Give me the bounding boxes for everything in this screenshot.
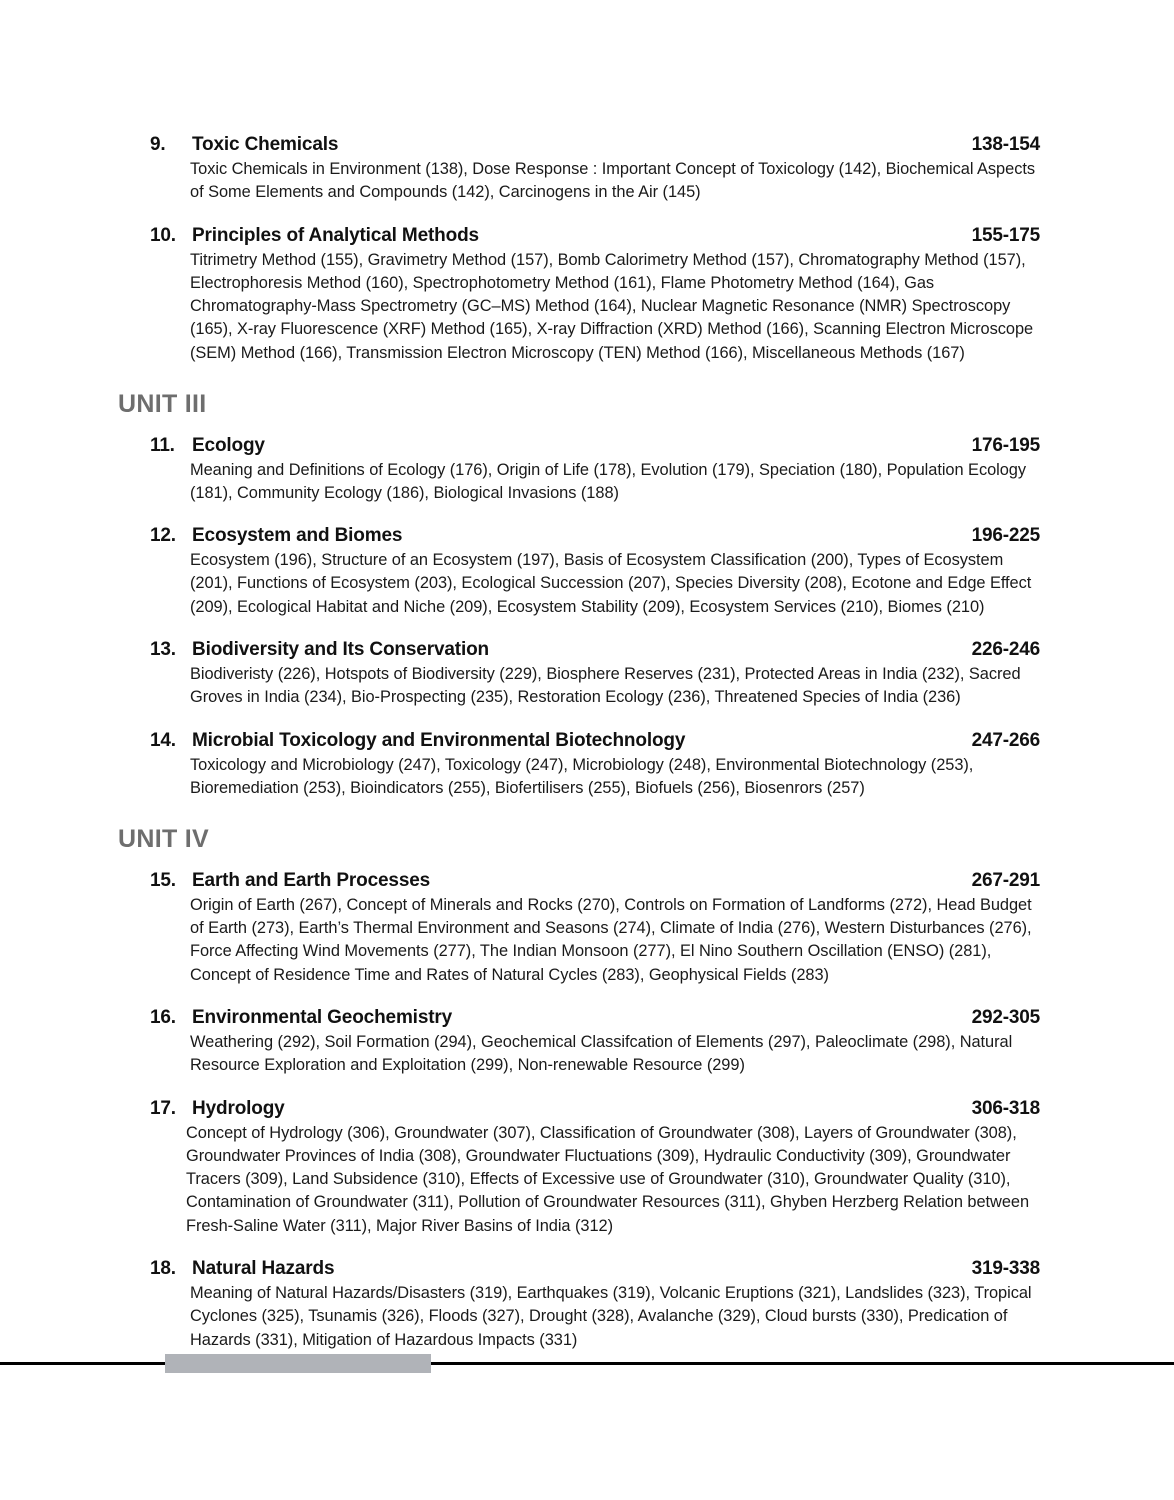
chapter-page-range: 319-338 (971, 1258, 1040, 1280)
toc-entry-header (118, 1258, 1040, 1280)
toc-entry-header (118, 1007, 1040, 1029)
chapter-topics: Titrimetry Method (155), Gravimetry Method (157), Bomb Calorimetry Method (157), Chromatography Method (157), Electrophoresis Method (160), Spectrophotometry Method (161), Flame Photometry Method (164), Gas Chromatography-Mass Spectrometry (GC–MS) Method (164), Nuclear Magnetic Resonance (NMR) Spectroscopy (165), X-ray Fluorescence (XRF) Method (165), X-ray Diffraction (XRD) Method (166), Scanning Electron Microscope (SEM) Method (166), Transmission Electron Microscopy (TEN) Method (166), Miscellaneous Methods (167) (190, 250, 1034, 362)
chapter-topics: Meaning and Definitions of Ecology (176), Origin of Life (178), Evolution (179), Speciation (180), Population Ecology (181), Community Ecology (186), Biological Invasions (188) (190, 460, 1027, 502)
chapter-title[interactable]: Microbial Toxicology and Environmental Biotechnology (192, 729, 686, 751)
chapter-number: 18. (150, 1258, 176, 1280)
chapter-title[interactable]: Earth and Earth Processes (192, 869, 431, 891)
chapter-title[interactable]: Environmental Geochemistry (192, 1006, 453, 1028)
toc-entry[interactable] (118, 639, 1040, 710)
chapter-page-range: 306-318 (971, 1097, 1040, 1119)
chapter-topics: Concept of Hydrology (306), Groundwater (307), Classification of Groundwater (308), Layers of Groundwater (308), Groundwater Provinces of India (308), Groundwater Fluctuations (309), Hydraulic Conductivity (309), Groundwater Tracers (309), Land Subsidence (310), Effects of Excessive use of Groundwater (310), Groundwater Quality (310), Contamination of Groundwater (311), Pollution of Groundwater Resources (311), Ghyben Herzberg Relation between Fresh-Saline Water (311), Major River Basins of India (312) (186, 1123, 1030, 1235)
chapter-number: 11. (150, 434, 175, 456)
chapter-page-range: 247-266 (971, 729, 1040, 751)
toc-entry[interactable] (118, 225, 1040, 365)
toc-entry-header (118, 134, 1040, 156)
toc-entry[interactable] (118, 1007, 1040, 1078)
footer-gray-tab (165, 1354, 431, 1373)
toc-content (118, 134, 1040, 1372)
chapter-page-range: 267-291 (971, 869, 1040, 891)
chapter-page-range: 196-225 (971, 525, 1040, 547)
chapter-page-range: 292-305 (971, 1006, 1040, 1028)
toc-entry-header (118, 435, 1040, 457)
chapter-topics: Meaning of Natural Hazards/Disasters (319), Earthquakes (319), Volcanic Eruptions (321), Landslides (323), Tropical Cyclones (325), Tsunamis (326), Floods (327), Drought (328), Avalanche (329), Cloud bursts (330), Predication of Hazards (331), Mitigation of Hazardous Impacts (331) (190, 1284, 1032, 1349)
chapter-title[interactable]: Ecosystem and Biomes (192, 525, 403, 547)
toc-entry[interactable] (118, 435, 1040, 506)
chapter-title[interactable]: Hydrology (192, 1097, 285, 1119)
chapter-number: 13. (150, 639, 176, 661)
toc-entry-header (118, 1098, 1040, 1120)
toc-entry-header (118, 525, 1040, 547)
chapter-number: 16. (150, 1006, 176, 1028)
toc-entry[interactable] (118, 870, 1040, 987)
toc-entry-header (118, 225, 1040, 247)
toc-entry[interactable] (118, 1098, 1040, 1238)
unit-heading: UNIT IV (118, 825, 209, 854)
toc-entry[interactable] (118, 730, 1040, 801)
chapter-number: 14. (150, 729, 176, 751)
chapter-number: 17. (150, 1097, 176, 1119)
chapter-number: 9. (150, 134, 166, 155)
chapter-topics: Weathering (292), Soil Formation (294), Geochemical Classifcation of Elements (297), Paleoclimate (298), Natural Resource Exploration and Exploitation (299), Non-renewable Resource (299) (190, 1032, 1013, 1075)
chapter-page-range: 226-246 (971, 639, 1040, 661)
chapter-title[interactable]: Natural Hazards (192, 1258, 335, 1280)
chapter-number: 12. (150, 525, 176, 547)
chapter-topics: Toxic Chemicals in Environment (138), Dose Response : Important Concept of Toxicology (142), Biochemical Aspects of Some Elements and Compounds (142), Carcinogens in the Air (145) (190, 160, 1035, 202)
toc-entry[interactable] (118, 525, 1040, 619)
unit-heading: UNIT III (118, 390, 207, 419)
chapter-topics: Origin of Earth (267), Concept of Minerals and Rocks (270), Controls on Formation of Landforms (272), Head Budget of Earth (273), Earth’s Thermal Environment and Seasons (274), Climate of India (276), Western Disturbances (276), Force Affecting Wind Movements (277), The Indian Monsoon (277), El Nino Southern Oscillation (ENSO) (281), Concept of Residence Time and Rates of Natural Cycles (283), Geophysical Fields (283) (190, 895, 1032, 984)
chapter-number: 15. (150, 869, 176, 891)
toc-entry-header (118, 730, 1040, 752)
chapter-page-range: 138-154 (971, 134, 1040, 155)
toc-entry[interactable] (118, 134, 1040, 205)
toc-entry-header (118, 870, 1040, 892)
chapter-title[interactable]: Principles of Analytical Methods (192, 224, 479, 246)
chapter-topics: Ecosystem (196), Structure of an Ecosystem (197), Basis of Ecosystem Classification (200), Types of Ecosystem (201), Functions of Ecosystem (203), Ecological Succession (207), Species Diversity (208), Ecotone and Edge Effect (209), Ecological Habitat and Niche (209), Ecosystem Stability (209), Ecosystem Services (210), Biomes (210) (190, 551, 1032, 616)
chapter-title[interactable]: Toxic Chemicals (192, 134, 339, 155)
chapter-title[interactable]: Biodiversity and Its Conservation (192, 639, 490, 661)
toc-entry-header (118, 639, 1040, 661)
chapter-page-range: 155-175 (971, 224, 1040, 246)
chapter-title[interactable]: Ecology (192, 434, 265, 456)
chapter-page-range: 176-195 (971, 434, 1040, 456)
chapter-topics: Toxicology and Microbiology (247), Toxicology (247), Microbiology (248), Environmental Biotechnology (253), Bioremediation (253), Bioindicators (255), Biofertilisers (255), Biofuels (256), Biosenrors (257) (190, 755, 974, 797)
chapter-number: 10. (150, 224, 176, 246)
chapter-topics: Biodiveristy (226), Hotspots of Biodiversity (229), Biosphere Reserves (231), Protected Areas in India (232), Sacred Groves in India (234), Bio-Prospecting (235), Restoration Ecology (236), Threatened Species of India (236) (190, 665, 1021, 707)
toc-entry[interactable] (118, 1258, 1040, 1352)
